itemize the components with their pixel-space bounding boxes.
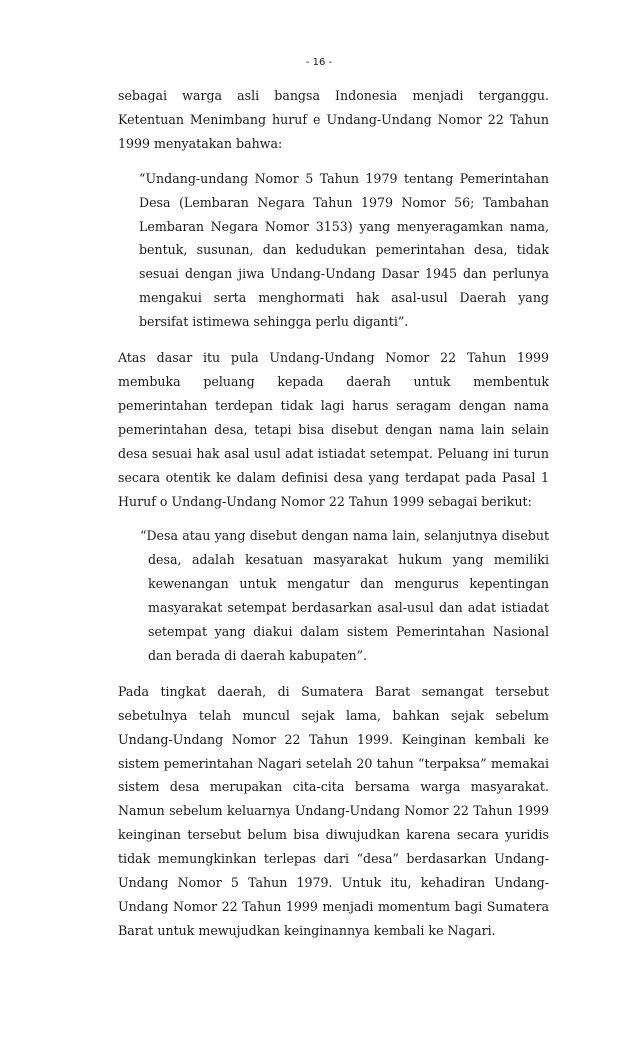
- paragraph-1: sebagai warga asli bangsa Indonesia menjadi terganggu. Ketentuan Menimbang huruf e Undang-Undang Nomor 22 Tahun 1999 menyatakan bahwa:: [118, 88, 549, 151]
- block-quote-2: “Desa atau yang disebut dengan nama lain, selanjutnya disebut desa, adalah kesatuan masyarakat hukum yang memiliki kewenangan untuk mengatur dan mengurus kepentingan masyarakat setempat berdasarkan asal-usul dan adat istiadat setempat yang diakui dalam sistem Pemerintahan Nasional dan berada di daerah kabupaten”.: [140, 528, 549, 663]
- page-number: - 16 -: [305, 57, 333, 68]
- paragraph-2: Atas dasar itu pula Undang-Undang Nomor 22 Tahun 1999 membuka peluang kepada daerah untuk membentuk pemerintahan terdepan tidak lagi harus seragam dengan nama pemerintahan desa, tetapi bisa disebut dengan nama lain selain desa sesuai hak asal usul adat istiadat setempat. Peluang ini turun secara otentik ke dalam definisi desa yang terdapat pada Pasal 1 Huruf o Undang-Undang Nomor 22 Tahun 1999 sebagai berikut:: [118, 350, 549, 509]
- document-body: [118, 84, 549, 943]
- paragraph-3: Pada tingkat daerah, di Sumatera Barat semangat tersebut sebetulnya telah muncul sejak lama, bahkan sejak sebelum Undang-Undang Nomor 22 Tahun 1999. Keinginan kembali ke sistem pemerintahan Nagari setelah 20 tahun “terpaksa” memakai sistem desa merupakan cita-cita bersama warga masyarakat. Namun sebelum keluarnya Undang-Undang Nomor 22 Tahun 1999 keinginan tersebut belum bisa diwujudkan karena secara yuridis tidak memungkinkan terlepas dari “desa” berdasarkan Undang-Undang Nomor 5 Tahun 1979. Untuk itu, kehadiran Undang-Undang Nomor 22 Tahun 1999 menjadi momentum bagi Sumatera Barat untuk mewujudkan keinginannya kembali ke Nagari.: [118, 683, 549, 938]
- block-quote-1: “Undang-undang Nomor 5 Tahun 1979 tentang Pemerintahan Desa (Lembaran Negara Tahun 1979 Nomor 56; Tambahan Lembaran Negara Nomor 3153) yang menyeragamkan nama, bentuk, susunan, dan kedudukan pemerintahan desa, tidak sesuai dengan jiwa Undang-Undang Dasar 1945 dan perlunya mengakui serta menghormati hak asal-usul Daerah yang bersifat istimewa sehingga perlu diganti”.: [139, 170, 549, 330]
